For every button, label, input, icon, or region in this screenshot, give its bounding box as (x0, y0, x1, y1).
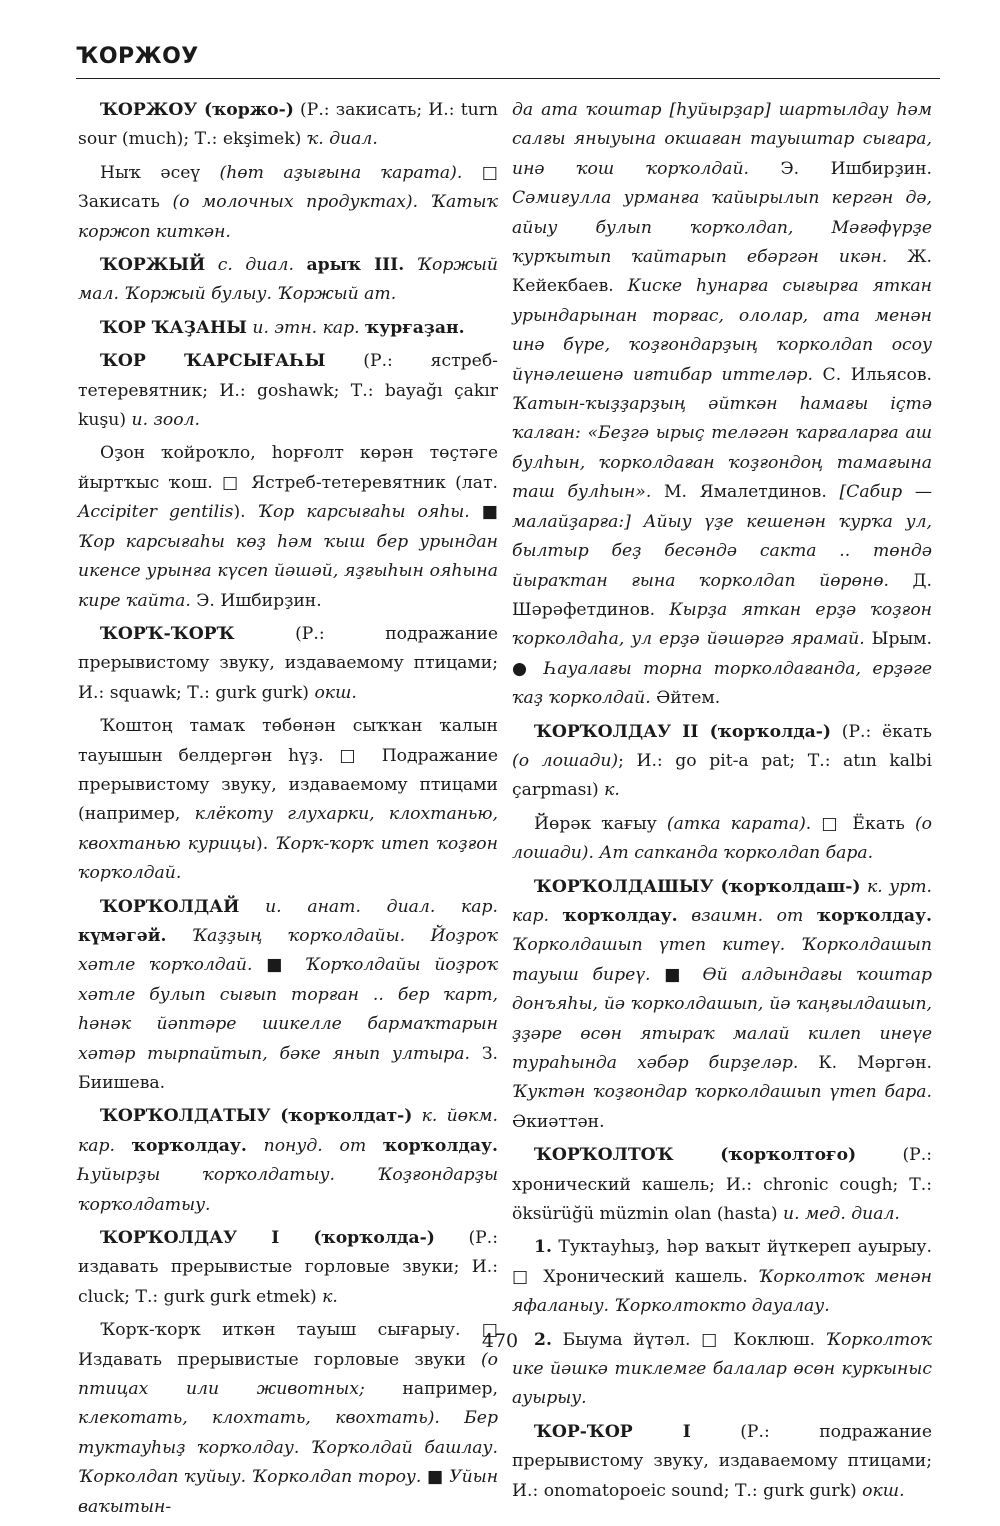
entry-korzhyy: ҠОРЖЫЙ с. диал. арыҡ III. Ҡоржый мал. Ҡоржый булыу. Ҡоржый ат. (78, 255, 498, 305)
headword: ҠОРҠОЛДАШЫУ (ҡорҡолдаш-) (534, 876, 861, 897)
entry-kor-kazany: ҠОР ҠАҘАНЫ и. этн. кар. ҡурғаҙан. (100, 317, 465, 338)
headword: ҠОРЖОУ (ҡоржо-) (100, 100, 294, 120)
headword: ҠОР-ҠОР I (534, 1421, 691, 1442)
headword: ҠОР ҠАРСЫҒАҺЫ (100, 351, 326, 372)
definition: Ныҡ әсеү (һөт аҙығына ҡарата). □ Закисать (о молочных продуктах). Ҡатыҡ коржоп киткән. (78, 162, 499, 242)
sense-1: 1. Туктауһыҙ, һәр ваҡыт йүткереп ауырыу. □ Хронический кашель. Ҡорколтоҡ менән яфаланыу. Ҡорколтокто дауалау. (512, 1237, 932, 1317)
entry-kor-karsygahy: ҠОР ҠАРСЫҒАҺЫ (Р.: ястреб-тетеревятник; И.: goshawk; Т.: bayağı çakır kuşu) и. зоол. (78, 351, 498, 431)
headword: ҠОРҠОЛДАЙ (100, 896, 240, 917)
page-number: 470 (481, 1330, 519, 1352)
entry-korzhou: ҠОРЖОУ (ҡоржо-) (Р.: закисать; И.: turn sour (much); Т.: ekşimek) ҡ. диал. (78, 100, 498, 150)
entry-kork-kork: ҠОРҠ-ҠОРҠ (Р.: подражание прерывистому звуку, издаваемому птицами; И.: squawk; Т.: gurk gurk) окш. (78, 623, 498, 703)
headword: ҠОРҠОЛДАУ I (ҡорҡолда-) (100, 1228, 435, 1249)
headword: ҠОРҠ-ҠОРҠ (100, 623, 235, 644)
sense-2: 2. Быума йүтәл. □ Коклюш. Ҡорколтоҡ ике йәшкә тиклемге балалар өсөн куркыныс ауырыу. (512, 1329, 932, 1409)
headword: ҠОР ҠАҘАНЫ (100, 317, 247, 338)
running-head: ҠОРЖОУ (76, 44, 199, 69)
headword: ҠОРҠОЛДАУ II (ҡорҡолда-) (534, 721, 832, 742)
entry-kor-kor-1: ҠОР-ҠОР I (Р.: подражание прерывистому звуку, издаваемому птицами; И.: onomatopoeic sound; Т.: gurk gurk) окш. (512, 1421, 932, 1501)
entry-korkoldau-2: ҠОРҠОЛДАУ II (ҡорҡолда-) (Р.: ёкать (о лошади); И.: go pit-a pat; Т.: atın kalbi çarpması) к. (512, 721, 932, 801)
headword: ҠОРЖЫЙ (100, 255, 206, 276)
left-column (78, 96, 498, 1526)
entry-korkoldau-1: ҠОРҠОЛДАУ I (ҡорҡолда-) (Р.: издавать прерывистые горловые звуки; И.: cluck; Т.: gurk gurk etmek) к. (78, 1228, 498, 1307)
headword: ҠОРҠОЛДАТЫУ (ҡорҡолдат-) (100, 1106, 413, 1127)
definition: Ҡоштоң тамаҡ төбөнән сыҡҡан ҡалын тауышын белдергән һүҙ. □ Подражание прерывистому звуку, издаваемому птицами (например, клёкоту глухарки, клохтанью, квохтанью курицы). Ҡорҡ-ҡорҡ итеп ҡоҙғон ҡорҡолдай. (78, 716, 499, 884)
entry-korkoldatyu: ҠОРҠОЛДАТЫУ (ҡорҡолдат-) к. йөкм. кар. ҡорҡолдау. понуд. от ҡорҡолдау. Һуйырҙы ҡорҡолдатыу. Ҡоҙғондарҙы ҡорҡолдатыу. (78, 1106, 498, 1215)
headword: ҠОРҠОЛТОҠ (ҡорҡолтоғо) (534, 1145, 857, 1166)
entry-korkoltok: ҠОРҠОЛТОҠ (ҡорҡолтоғо) (Р.: хронический кашель; И.: chronic cough; Т.: öksürüğü müzmin olan (hasta) и. мед. диал. (512, 1145, 932, 1225)
entry-korkolday: ҠОРҠОЛДАЙ и. анат. диал. кар. күмәгәй. Ҡаҙҙың ҡорҡолдайы. Йоҙроҡ хәтле ҡорҡолдай. ■ Ҡорҡолдайы йоҙроҡ хәтле булып сығып торған .. бер ҡарт, һәнәк йәптәре шикелле бармаҡтарын хәтәр тырпайтып, бәке янып ултыра. З. Биишева. (78, 896, 498, 1093)
entry-korkoldashyu: ҠОРҠОЛДАШЫУ (ҡорҡолдаш-) к. урт. кар. ҡорҡолдау. взаимн. от ҡорҡолдау. Ҡорколдашып үтеп китеү. Ҡорколдашып тауыш биреү. ■ Өй алдындағы ҡоштар донъяһы, йә ҡорколдашып, йә ҡаңғылдашып, ҙҙәре өсөн ятыраҡ малай килеп инеүе тураһында хәбәр бирҙеләр. К. Мәргән. Ҡуктән ҡоҙғондар ҡорколдашып үтеп бара. Әкиәттән. (512, 876, 932, 1132)
definition: Йөрәк ҡағыу (атка карата). □ Ёкать (о лошади). Ат сапканда ҡорколдап бара. (512, 813, 933, 864)
right-column (512, 96, 932, 1510)
continued-examples: да ата ҡоштар [һуйырҙар] шартылдау һәм салғы яныуына окшаған тауыштар сығара, инә ҡош ҡорҡолдай. Э. Ишбирҙин. Сәмиғулла урманға ҡайырылып кергән дә, айыу булып ҡорҡолдап, Мәғәфүрҙе ҡурҡытып ҡайтарып ебәргән икән. Ж. Кейекбаев. Киске һунарға сығырға яткан урындарынан торғас, ололар, ата менән инә бүре, ҡоҙғондарҙың ҡорколдап осоу йүнәлешенә иғтибар иттеләр. С. Ильясов. Ҡатын-ҡыҙҙарҙың әйткән һамағы іҫтә ҡалған: «Беҙгә ырыҫ теләгән ҡарғаларға аш булһын, ҡорколдаған ҡоҙғондоң тамағына таш булһын». М. Ямалетдинов. [Сабир — малайҙарға:] Айыу үҙе кешенән ҡурҡа ул, былтыр беҙ бесәндә сакта .. төндә йыраҡтан ғына ҡорколдап йөрөнө. Д. Шәрәфетдинов. Кырҙа яткан ерҙә ҡоҙғон ҡорколдаһа, ул ерҙә йәшәргә ярамай. Ырым. ● Һауалағы торна торколдағанда, ерҙәге ҡаҙ ҡорколдай. Әйтем. (512, 100, 933, 709)
definition: Оҙон ҡойроҡло, һорғолт көрән төҫтәге йыртҡыс ҡош. □ Ястреб-тетеревятник (лат. Accipiter gentilis). Ҡор карсығаһы ояһы. ■ Ҡор карсығаһы көҙ һәм ҡыш бер урындан икенсе урынға күсеп йәшәй, яҙғыһын ояһына кире ҡайта. Э. Ишбирҙин. (78, 443, 498, 611)
definition: Ҡорҡ-ҡорҡ иткән тауыш сығарыу. □ Издавать прерывистые горловые звуки (о птицах или животных; например, клекотать, клохтать, квохтать). Бер туктауһыҙ ҡорҡолдау. Ҡорҡолдай башлау. Ҡорколдап ҡуйыу. Ҡорколдап тороу. ■ Уйын ваҡытын- (78, 1320, 499, 1517)
header-rule (76, 78, 940, 79)
